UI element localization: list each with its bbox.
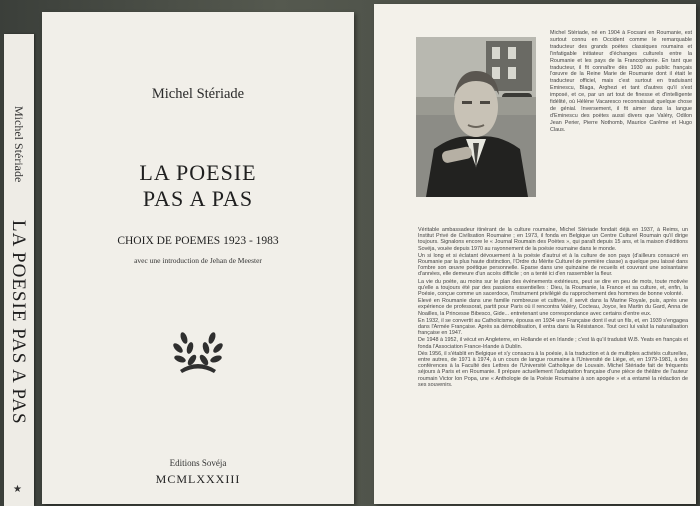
bio-paragraph: De 1948 à 1952, il vécut en Angleterre, en Hollande et en Irlande ; c'est là qu'il traduisit W.B. Yeats en français et fonda l'Association France-Irlande à Dublin. (418, 337, 688, 350)
spine-star-mark: ★ (13, 484, 22, 495)
bio-paragraph: Un si long et si éclatant dévouement à la poésie d'autrui et à la culture de son pays (d'ailleurs consacré en Roumanie par la plus haute distinction, l'Ordre du Mérite Culturel de première classe) a quelque peu laissé dans l'ombre son œuvre poétique personnelle. Eparse dans une quinzaine de recueils et couvrant une soixantaine d'années, elle demeure d'un accès difficile ; on a tenté ici d'en rassembler la fleur. (418, 252, 688, 278)
bio-paragraph: Dès 1956, il s'établit en Belgique et s'y consacra à la poésie, à la traduction et à de multiples activités culturelles, entre autres, de 1971 à 1974, à un cours de langue roumaine à l'Université de Liège, et, en 1979-1981, à des conférences à la Faculté des Lettres de l'Université Catholique de Louvain. Michel Stériade fait de fréquents séjours à Paris et en Roumanie. Il prépare actuellement l'adaptation française d'une pièce de théâtre de l'auteur roumain Victor Ion Popa, une « Anthologie de la Poésie Roumaine à son apogée » et a entamé la rédaction de ses souvenirs. (418, 350, 688, 388)
spine-text-area (4, 34, 34, 506)
author-photo (416, 37, 536, 197)
book-spine (4, 34, 34, 506)
bio-paragraph: Véritable ambassadeur itinérant de la culture roumaine, Michel Stériade fondait déjà en 1937, à Reims, un Institut Privé de Civilisation Roumaine ; en 1973, il fonda en Belgique un Centre Culturel Roumain qu'il dirige toujours. Signalons encore le « Journal Roumain des Poètes », qui paraît depuis 15 ans, et la maison d'éditions Sovéja, vouée depuis 1970 au rayonnement de la poésie roumaine dans le monde. (418, 227, 688, 252)
cover-title-line2: PAS A PAS (142, 186, 254, 211)
back-cover (374, 4, 696, 504)
bio-sidebar-text: Michel Stériade, né en 1904 à Focsani en Roumanie, est surtout connu en Occident comme le remarquable traducteur des grands poètes classiques roumains et l'infatigable initiateur d'échanges culturels entre la Roumanie et les pays de la Francophonie. En tant que traducteur, il fit connaître dès 1930 au public français l'œuvre de la Reine Marie de Roumanie dont il était le traducteur officiel, mais c'est surtout en traduisant Eminescu, Blaga, Arghezi et tant d'autres qu'il s'est imposé, et ce, par un art tout de finesse et d'intelligente fidélité, où Hélène Vacaresco reconnaissait quelque chose de génial. Inversement, il fit aimer dans la langue d'Eminescu des poètes aussi divers que Valéry, Odilon Jean Perier, Pierre Nothomb, Maurice Carême et Hugo Claus. (550, 30, 692, 133)
cover-subtitle: CHOIX DE POEMES 1923 - 1983 (117, 235, 279, 247)
laurel-emblem-icon (170, 328, 226, 376)
front-cover (42, 12, 354, 504)
bio-main-text (418, 227, 688, 389)
spine-author: Michel Stériade (12, 106, 26, 183)
bio-paragraph: La vie du poète, au moins sur le plan des événements extérieurs, peut se dire en peu de mots, toute motivée qu'elle a toujours été par des passions essentielles : Dieu, la Roumanie, la France et sa culture, et, enfin, la Poésie, conçue comme un sacerdoce, l'instrument privilégié du rapprochement des hommes de bonne volonté. (418, 278, 688, 298)
cover-year: MCMLXXXIII (155, 472, 241, 486)
cover-author: Michel Stériade (151, 86, 245, 102)
spine-title: LA POESIE PAS A PAS (8, 220, 29, 425)
cover-introduction-credit: avec une introduction de Jehan de Meester (134, 256, 262, 265)
bio-paragraph: En 1932, il se convertit au Catholicisme, épousa en 1934 une Française dont il eut un fils, et, en 1939 s'engagea dans l'Armée Française. Après sa démobilisation, il entra dans la Résistance. Tout ceci lui valut la naturalisation française en 1947. (418, 317, 688, 337)
cover-title-line1: LA POESIE (139, 160, 257, 185)
cover-publisher: Editions Sovéja (169, 458, 227, 468)
bio-paragraph: Elevé en Roumanie dans une famille nombreuse et cultivée, il servit dans la Marine Royale, puis, après une expérience de professorat, partit pour Paris où il rencontra Valéry, Cocteau, Joyce, les Martin du Gard, Anna de Noailles, la Princesse Bibesco, Gide... entretenant une correspondance avec certains d'entre eux. (418, 298, 688, 317)
